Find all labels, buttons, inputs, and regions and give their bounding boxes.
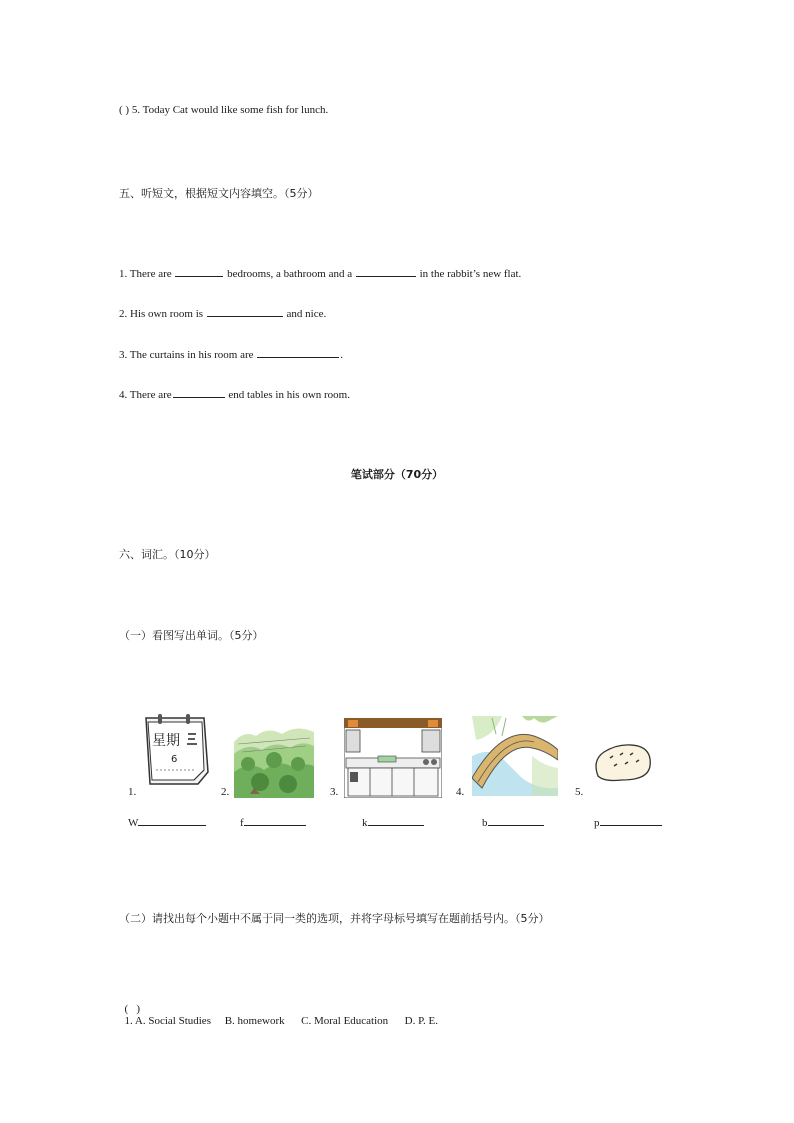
listen-line-4: [119, 386, 350, 401]
picture-number: 4.: [456, 786, 465, 798]
item-text: 5. Today Cat would like some fish for lunch.: [131, 104, 329, 116]
word-first-letter: k: [362, 817, 368, 829]
text: bedrooms, a bathroom and a: [227, 268, 353, 280]
text: 2. His own room is: [119, 308, 204, 320]
text: 1. There are: [119, 268, 172, 280]
picture-number: 3.: [330, 786, 339, 798]
text: end tables in his own room.: [228, 389, 350, 401]
word-blank[interactable]: [600, 814, 662, 826]
word-answer-3: [362, 814, 425, 829]
word-first-letter: f: [240, 817, 244, 829]
listen-line-1: [119, 265, 521, 280]
word-answer-4: [482, 814, 545, 829]
word-blank[interactable]: [368, 814, 424, 826]
written-part-title: 笔试部分（70分）: [350, 468, 444, 481]
kitchen-icon: [344, 718, 442, 798]
picture-number: 5.: [575, 786, 584, 798]
listen-line-3: [119, 346, 343, 361]
text: in the rabbit’s new flat.: [419, 268, 522, 280]
calendar-weekday-text: 星期: [152, 733, 180, 749]
bridge-icon: [472, 716, 558, 796]
blank-field[interactable]: [175, 265, 223, 277]
answer-paren: ( ): [119, 104, 130, 116]
word-first-letter: p: [594, 817, 600, 829]
answer-paren: ( ): [124, 1003, 141, 1015]
text: 3. The curtains in his room are: [119, 349, 254, 361]
calendar-day-number: 6: [171, 754, 178, 765]
section-6-title: 六、词汇。（10分）: [119, 548, 216, 561]
blank-field[interactable]: [356, 265, 416, 277]
forest-icon: [234, 724, 314, 798]
section-6-sub-1: （一）看图写出单词。（5分）: [119, 629, 264, 642]
word-first-letter: W: [128, 817, 139, 829]
blank-field[interactable]: [207, 305, 283, 317]
text: and nice.: [286, 308, 327, 320]
word-blank[interactable]: [488, 814, 544, 826]
word-blank[interactable]: [244, 814, 306, 826]
word-answer-5: [594, 814, 663, 829]
blank-field[interactable]: [257, 346, 339, 358]
item-text: 1. A. Social Studies B. homework C. Moral Education D. P. E.: [124, 1015, 438, 1027]
text: 4. There are: [119, 389, 172, 401]
q4-item-5: [119, 104, 328, 116]
section-6-sub-2: （二）请找出每个小题中不属于同一类的选项，并将字母标号填写在题前括号内。（5分）: [119, 912, 550, 925]
section-5-title: 五、听短文，根据短文内容填空。（5分）: [119, 187, 319, 200]
bread-icon: [592, 742, 654, 784]
picture-number: 2.: [221, 786, 230, 798]
blank-field[interactable]: [173, 386, 225, 398]
picture-number: 1.: [128, 786, 137, 798]
listen-line-2: [119, 305, 326, 320]
word-answer-2: [240, 814, 307, 829]
word-first-letter: b: [482, 817, 488, 829]
odd-one-item-1: [119, 991, 438, 1027]
calendar-icon: [138, 712, 212, 786]
word-answer-1: [128, 814, 207, 829]
text: .: [340, 349, 344, 361]
word-blank[interactable]: [138, 814, 206, 826]
